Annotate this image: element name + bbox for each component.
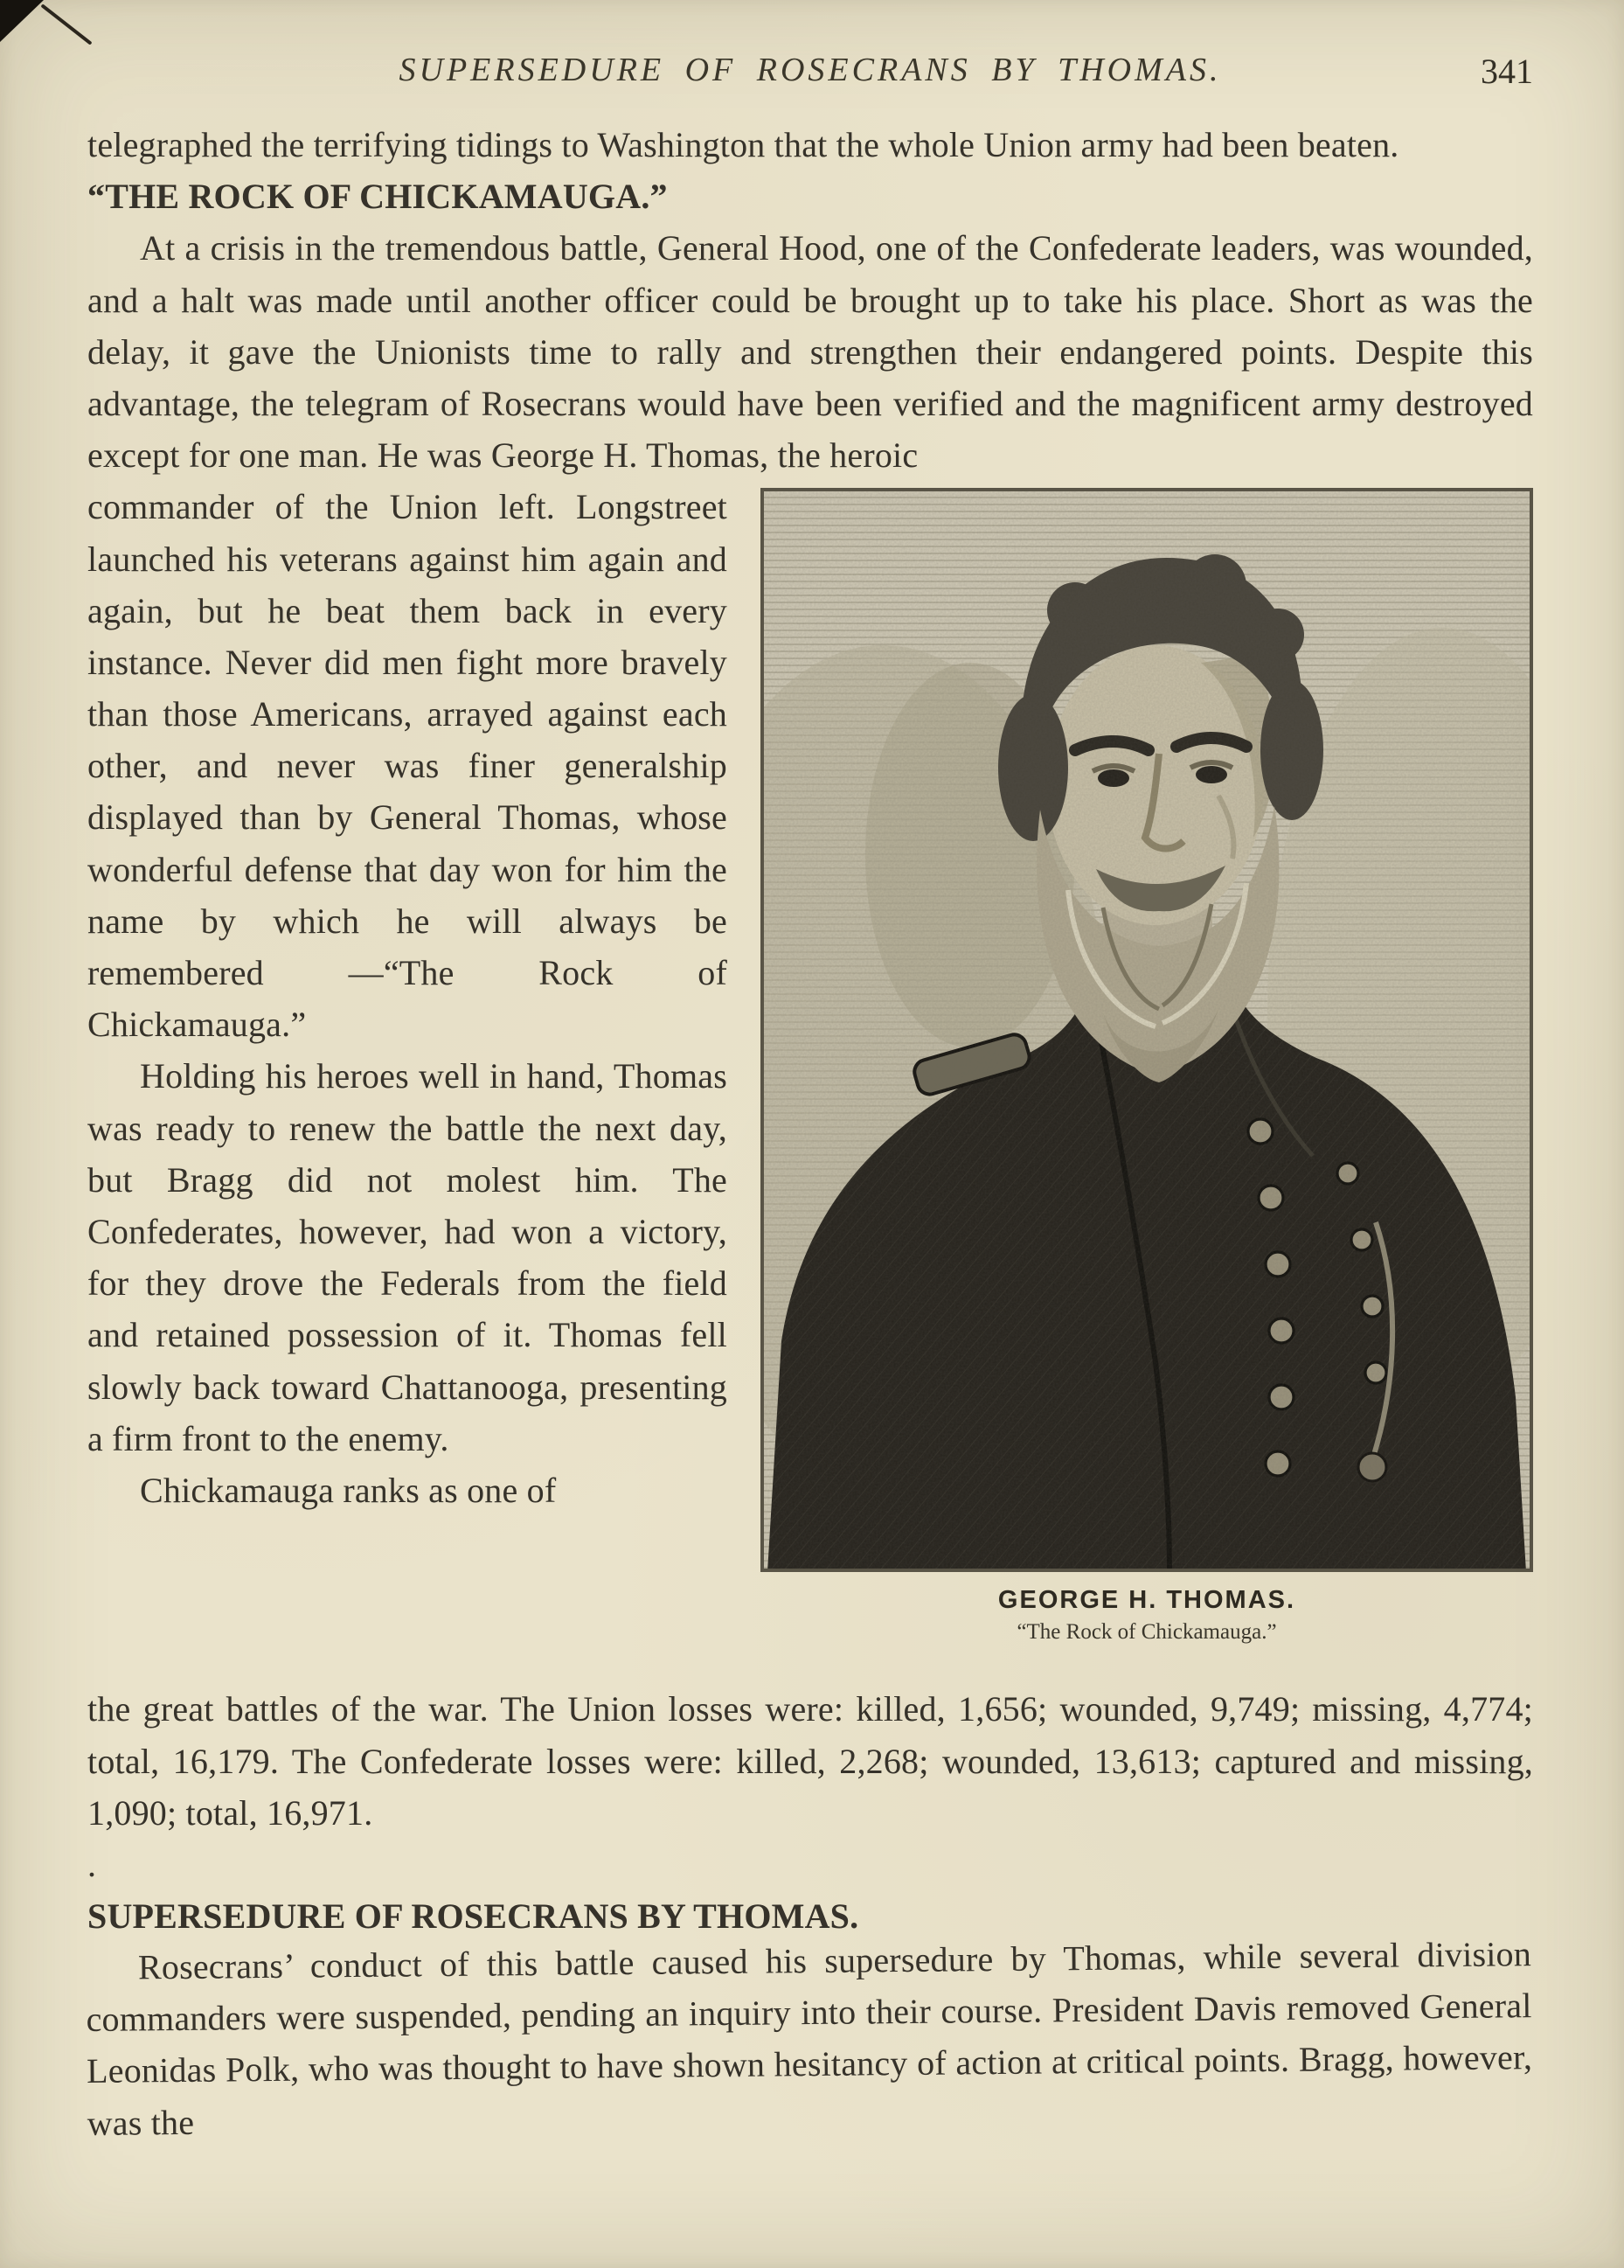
scan-corner-artifact	[0, 0, 44, 42]
stray-ink-mark: .	[87, 1844, 97, 1884]
paragraph-wrap-commander: commander of the Union left. Longstreet launched his veterans against him again and again, but he beat them back in every instance. Never did men fight more bravely than those Americans, arrayed against each other, and never was finer generalship displayed than by General Thomas, whose wonderful defense that day won for him the name by which he will always be remembered —“The Rock of Chickamauga.”	[87, 487, 727, 1045]
paragraph-wrap-holding: Holding his heroes well in hand, Thomas was ready to renew the battle the next day, but Bragg did not molest him. The Confederates, however, had won a victory, for they drove the Federals from the field and retained possession of it. Thomas fell slowly back toward Chattanooga, presenting a firm front to the enemy.	[87, 1056, 727, 1458]
paragraph-wrap-chickamauga-ranks: Chickamauga ranks as one of	[140, 1470, 557, 1510]
running-header	[87, 51, 1533, 89]
paragraph-losses: the great battles of the war. The Union losses were: killed, 1,656; wounded, 9,749; missing, 4,774; total, 16,179. The Confederate losses were: killed, 2,268; wounded, 13,613; captured and missing, 1,090; total, 16,971.	[87, 1689, 1533, 1833]
portrait-figure	[760, 488, 1533, 1645]
wrap-section	[87, 481, 1533, 1645]
portrait-caption-title: GEORGE H. THOMAS.	[997, 1586, 1296, 1615]
running-header-title: SUPERSEDURE OF ROSECRANS BY THOMAS.	[399, 52, 1222, 88]
george-h-thomas-portrait-engraving	[760, 488, 1533, 1572]
page-body	[87, 119, 1533, 2149]
paragraph-crisis: At a crisis in the tremendous battle, General Hood, one of the Confederate leaders, was wounded, and a halt was made until another officer could be brought up to take his place. Short as was the delay, it gave the Unionists time to rally and strengthen their endangered points. Despite this advantage, the telegram of Rosecrans would have been verified and the magnificent army destroyed except for one man. He was George H. Thomas, the heroic	[87, 228, 1533, 476]
section-heading-supersedure: SUPERSEDURE OF ROSECRANS BY THOMAS.	[87, 1896, 859, 1937]
portrait-caption-subtitle: “The Rock of Chickamauga.”	[1017, 1620, 1277, 1645]
section-heading-rock-of-chickamauga: “THE ROCK OF CHICKAMAUGA.”	[87, 177, 668, 217]
page-number: 341	[1481, 52, 1533, 91]
paragraph-supersedure: Rosecrans’ conduct of this battle caused his supersedure by Thomas, while several division commanders were suspended, pending an inquiry into their course. President Davis removed General Leonidas Polk, who was thought to have shown hesitancy of action at critical points. Bragg, however, was the	[86, 1934, 1533, 2143]
portrait-caption	[760, 1586, 1533, 1645]
paragraph-continuation: telegraphed the terrifying tidings to Washington that the whole Union army had been beaten.	[87, 125, 1399, 164]
